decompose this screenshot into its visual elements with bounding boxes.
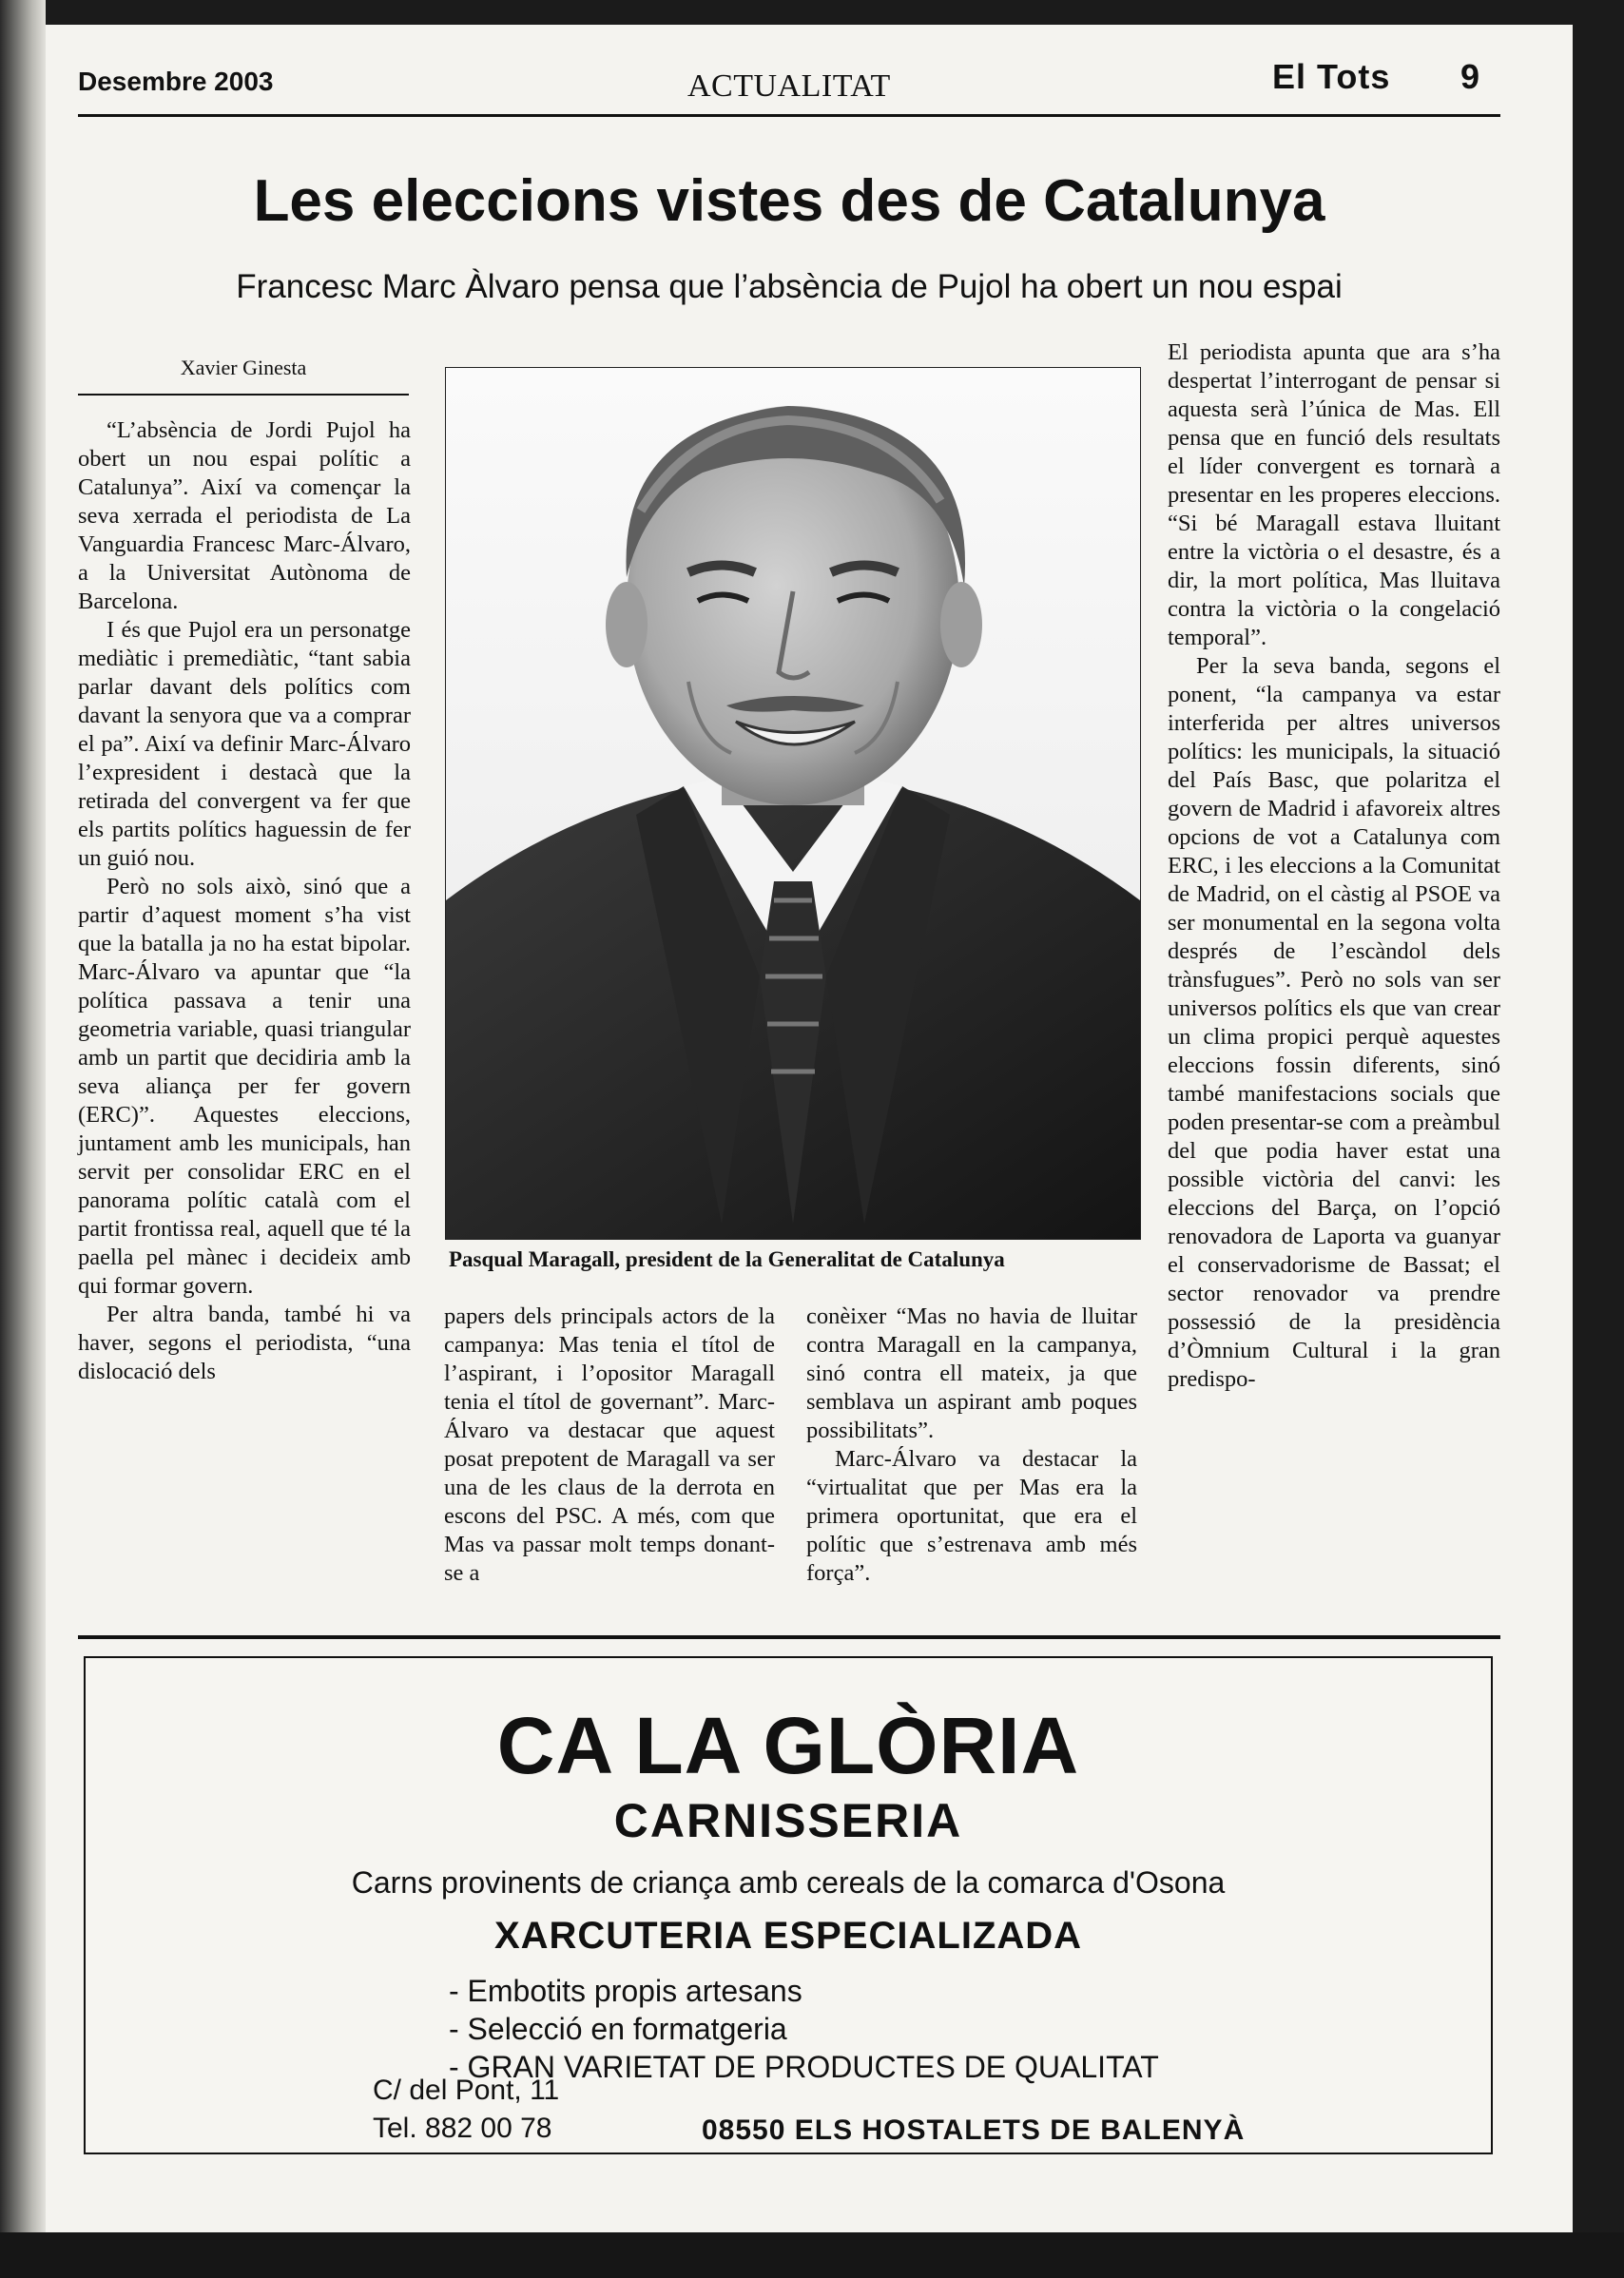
list-item: - GRAN VARIETAT DE PRODUCTES DE QUALITAT	[449, 2050, 1159, 2084]
ad-address: C/ del Pont, 11	[373, 2075, 560, 2106]
ad-tagline: Carns provinents de criança amb cereals de la comarca d'Osona	[351, 1865, 1226, 1900]
paragraph: Marc-Álvaro va destacar la “virtualitat que per Mas era la primera oportunitat, que era el polític que s’estrenava amb més força”.	[806, 1446, 1137, 1586]
byline: Xavier Ginesta	[180, 356, 307, 379]
article-column-3	[806, 1303, 1137, 1588]
paragraph: Per la seva banda, segons el ponent, “la campanya va estar interferida per altres universos polítics: les municipals, la situació del País Basc, que polaritza el govern de Madrid i afavoreix altres opcions de vot a Catalunya com ERC, i les eleccions a la Comunitat de Madrid, on el càstig al PSOE va ser monumental en la segona volta després de l’escàndol dels trànsfugues”. Però no sols van ser universos polítics els que van crear un clima propici perquè aquestes eleccions fossin diferents, sinó també manifestacions socials que poden presentar-se com a preàmbul del que podia haver estat una possible victòria del canvi: les eleccions del Barça, on l’opció renovadora de Laporta va guanyar el conservadorisme de Bassat; el sector renovador va prendre possessió de la presidència d’Òmnium Cultural i la gran predispo-	[1168, 653, 1500, 1392]
ad-phone: Tel. 882 00 78	[373, 2113, 552, 2144]
issue-date: Desembre 2003	[78, 67, 274, 96]
article-column-1	[78, 416, 411, 1386]
paragraph: “L’absència de Jordi Pujol ha obert un nou espai polític a Catalunya”. Així va començar la seva xerrada el periodista de La Vanguardia Francesc Marc-Álvaro, a la Universitat Autònoma de Barcelona.	[78, 417, 411, 614]
ad-business-type: CARNISSERIA	[613, 1794, 963, 1847]
portrait-photo	[445, 367, 1141, 1240]
portrait-illustration	[446, 368, 1140, 1239]
article-column-2	[444, 1303, 775, 1588]
paragraph: Per altra banda, també hi va haver, segons el periodista, “una dislocació dels	[78, 1302, 411, 1384]
byline-rule	[78, 394, 409, 396]
paragraph: Però no sols això, sinó que a partir d’aquest moment s’ha vist que la batalla ja no ha estat bipolar. Marc-Álvaro va apuntar que “la política passava a tenir una geometria variable, quasi triangular amb un partit que decidiria amb la seva aliança per fer govern (ERC)”. Aquestes eleccions, juntament amb les municipals, han servit per consolidar ERC en el panorama polític català com el partit frontissa real, aquell que té la paella pel mànec i decideix amb qui formar govern.	[78, 874, 411, 1299]
list-item: - Selecció en formatgeria	[449, 2012, 787, 2046]
paragraph: I és que Pujol era un personatge mediàtic i premediàtic, “tant sabia parlar davant dels polítics com davant la senyora que va a comprar el pa”. Així va definir Marc-Álvaro l’expresident i destacà que la retirada del convergent va fer que els partits polítics haguessin de fer un guió nou.	[78, 617, 411, 871]
publication-name: El Tots	[1272, 57, 1391, 96]
paragraph: El periodista apunta que ara s’ha despertat l’interrogant de pensar si aquesta serà l’única de Mas. Ell pensa que en funció dels resultats el líder convergent es tornarà a presentar en les properes eleccions. “Si bé Maragall estava lluitant entre la victòria o el desastre, és a dir, la mort política, Mas lluitava contra la victòria o la congelació temporal”.	[1168, 339, 1500, 650]
paragraph: papers dels principals actors de la campanya: Mas tenia el títol de l’aspirant, i l’opositor Maragall tenia el títol de governant”. Marc-Álvaro va destacar que aquest posat prepotent de Maragall va ser una de les claus de la derrota en escons del PSC. A més, com que Mas va passar molt temps donant-se a	[444, 1303, 775, 1586]
list-item: - Embotits propis artesans	[449, 1974, 802, 2008]
photo-caption: Pasqual Maragall, president de la Generalitat de Catalunya	[449, 1247, 1005, 1271]
article-headline: Les eleccions vistes des de Catalunya	[253, 168, 1325, 234]
header-rule	[78, 114, 1500, 117]
page-spine	[0, 0, 46, 2278]
ad-business-name: CA LA GLÒRIA	[496, 1701, 1080, 1790]
section-title: ACTUALITAT	[687, 68, 891, 104]
paragraph: conèixer “Mas no havia de lluitar contra Maragall en la campanya, sinó contra ell mateix, ja que semblava un aspirant amb poques possibilitats”.	[806, 1303, 1137, 1443]
ad-product-list	[449, 1972, 1159, 2086]
article-column-4	[1168, 338, 1500, 1394]
scan-border	[0, 2232, 1624, 2278]
advertisement-box	[84, 1656, 1493, 2154]
ad-specialty: XARCUTERIA ESPECIALIZADA	[493, 1915, 1083, 1957]
ad-separator-rule	[78, 1635, 1500, 1639]
article-subheadline: Francesc Marc Àlvaro pensa que l’absència de Pujol ha obert un nou espai	[236, 268, 1343, 305]
page-number: 9	[1460, 57, 1480, 96]
ad-town: 08550 ELS HOSTALETS DE BALENYÀ	[702, 2114, 1246, 2146]
